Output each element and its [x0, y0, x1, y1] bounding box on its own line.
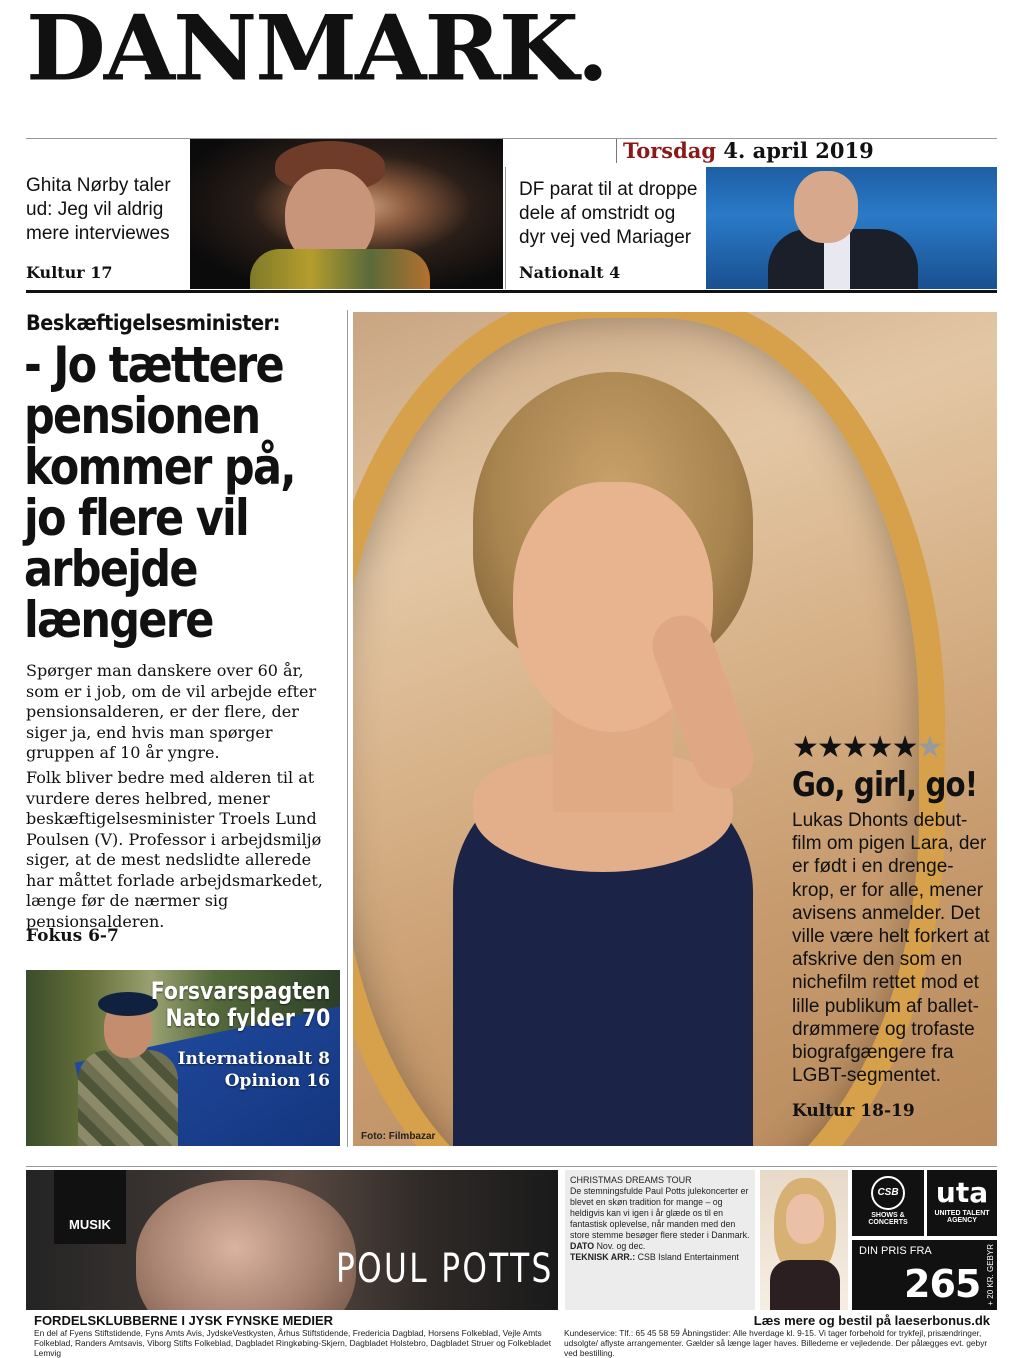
nato-section-2: Opinion 16: [224, 1071, 330, 1091]
teaser-headline-df[interactable]: DF parat til at droppe dele af omstridt og dyr vej ved Mariager: [519, 179, 698, 248]
lead-headline[interactable]: - Jo tættere pensionen kommer på, jo flere vil arbejde længere: [24, 336, 295, 649]
photo-credit: Foto: Filmbazar: [361, 1131, 436, 1142]
footer-left: [34, 1313, 554, 1358]
masthead: DANMARK.: [26, 0, 607, 101]
ad-organizer-value: CSB Island Entertainment: [637, 1252, 739, 1262]
rating-stars: [792, 730, 992, 765]
review-section-ref[interactable]: Kultur 18-19: [792, 1101, 915, 1122]
column-divider: [347, 310, 348, 1147]
ad-price-box[interactable]: [852, 1240, 997, 1310]
footer-right: [560, 1313, 990, 1358]
uta-logo-label: UNITED TALENT AGENCY: [934, 1210, 990, 1224]
uta-logo-mark: uta: [935, 1176, 989, 1209]
footer-club-title: FORDELSKLUBBERNE I JYSK FYNSKE MEDIER: [34, 1313, 334, 1328]
lead-section-ref[interactable]: Fokus 6-7: [26, 926, 119, 946]
issue-day: Torsdag: [623, 138, 717, 163]
csb-logo-mark: CSB: [871, 1176, 905, 1210]
lead-paragraph-1: Spørger man danskere over 60 år, som er i job, om de vil arbejde efter pensionsalderen, er der flere, der siger ja, end hvis man spørger gruppen af 10 år yngre.: [26, 661, 317, 762]
nato-title-line-2: Nato fylder 70: [165, 1004, 330, 1032]
ad-photo-singer: [760, 1170, 848, 1310]
ad-category-tag: MUSIK: [54, 1170, 126, 1244]
star-empty-icon: ★: [916, 731, 942, 764]
ad-info-box: [565, 1170, 755, 1310]
teaser-divider: [505, 167, 506, 289]
csb-logo-label: SHOWS & CONCERTS: [868, 1212, 908, 1226]
lead-paragraph-2: Folk bliver bedre med alderen til at vurdere deres helbred, mener beskæftigelsesminister Troels Lund Poulsen (V). Professor i arbejdsmiljø siger, at de mest nedslidte allerede har måttet forlade arbejdsmarkedet, længe før de nærmer sig pensionsalderen.: [26, 768, 323, 931]
review-title[interactable]: Go, girl, go!: [792, 765, 978, 805]
teaser-section-ghita[interactable]: Kultur 17: [26, 263, 113, 282]
ad-date-value: Nov. og dec.: [596, 1241, 646, 1251]
ad-artist-name[interactable]: POUL POTTS: [336, 1246, 554, 1292]
footer-service-text: Kundeservice: Tlf.: 65 45 58 59 Åbningstider: Alle hverdage kl. 9-15. Vi tager forbehold for trykfejl, prisændringer, udsolgte/ aflyste arrangementer. Gælder så længe lager haves. Billederne er vejledende. Der pålægges evt. gebyr ved bestilling.: [564, 1328, 988, 1358]
nato-title: [150, 978, 330, 1032]
teaser-headline-ghita[interactable]: Ghita Nørby taler ud: Jeg vil aldrig mere interviewes: [26, 175, 171, 244]
ad-date-label: DATO: [570, 1241, 595, 1251]
footer-order-link[interactable]: Læs mere og bestil på laeserbonus.dk: [753, 1313, 990, 1328]
ad-tour-title: CHRISTMAS DREAMS TOUR: [570, 1175, 692, 1185]
teaser-photo-df[interactable]: [706, 167, 997, 289]
price-label: DIN PRIS FRA: [859, 1245, 932, 1257]
film-review: [792, 730, 992, 1121]
nato-teaser[interactable]: [26, 970, 340, 1146]
teaser-section-df[interactable]: Nationalt 4: [519, 263, 621, 282]
issue-date-text: 4. april 2019: [723, 138, 874, 163]
price-fee: + 20 KR. GEBYR: [986, 1244, 995, 1306]
price-value: 265: [904, 1262, 981, 1306]
stars-filled-icon: ★★★★★: [792, 731, 917, 764]
ad-organizer-label: TEKNISK ARR.:: [570, 1252, 636, 1262]
uta-logo: [927, 1170, 997, 1236]
nato-sections: [178, 1048, 330, 1092]
review-body: Lukas Dhonts debut-film om pigen Lara, der er født i en drenge-krop, er for alle, mener avisens anmelder. Det ville være helt forkert at afskrive den som en nichefilm rettet mod et lille publikum af ballet-drømmere og trofaste biografgængere fra LGBT-segmentet.: [792, 810, 990, 1087]
teaser-photo-ghita[interactable]: [190, 139, 503, 289]
lead-kicker: Beskæftigelsesminister:: [26, 311, 280, 335]
nato-title-line-1: Forsvarspagten: [150, 977, 330, 1005]
csb-logo: [852, 1170, 924, 1236]
nato-section-1: Internationalt 8: [177, 1049, 330, 1069]
ad-description: De stemningsfulde Paul Potts julekoncerter er blevet en skøn tradition for mange – og heldigvis kan vi igen i år glæde os til en fantastisk oplevelse, når manden med den store stemme besøger flere steder i Danmark.: [570, 1186, 750, 1240]
footer-club-text: En del af Fyens Stiftstidende, Fyns Amts Avis, JydskeVestkysten, Århus Stiftstidende, Fredericia Dagblad, Horsens Folkeblad, Vejle Amts Folkeblad, Randers Amtsavis, Viborg Stifts Folkeblad, Dagbladet Ringkøbing-Skjern, Dagbladet Holstebro, Dagbladet Struer og Folkebladet Lemvig: [34, 1328, 552, 1358]
